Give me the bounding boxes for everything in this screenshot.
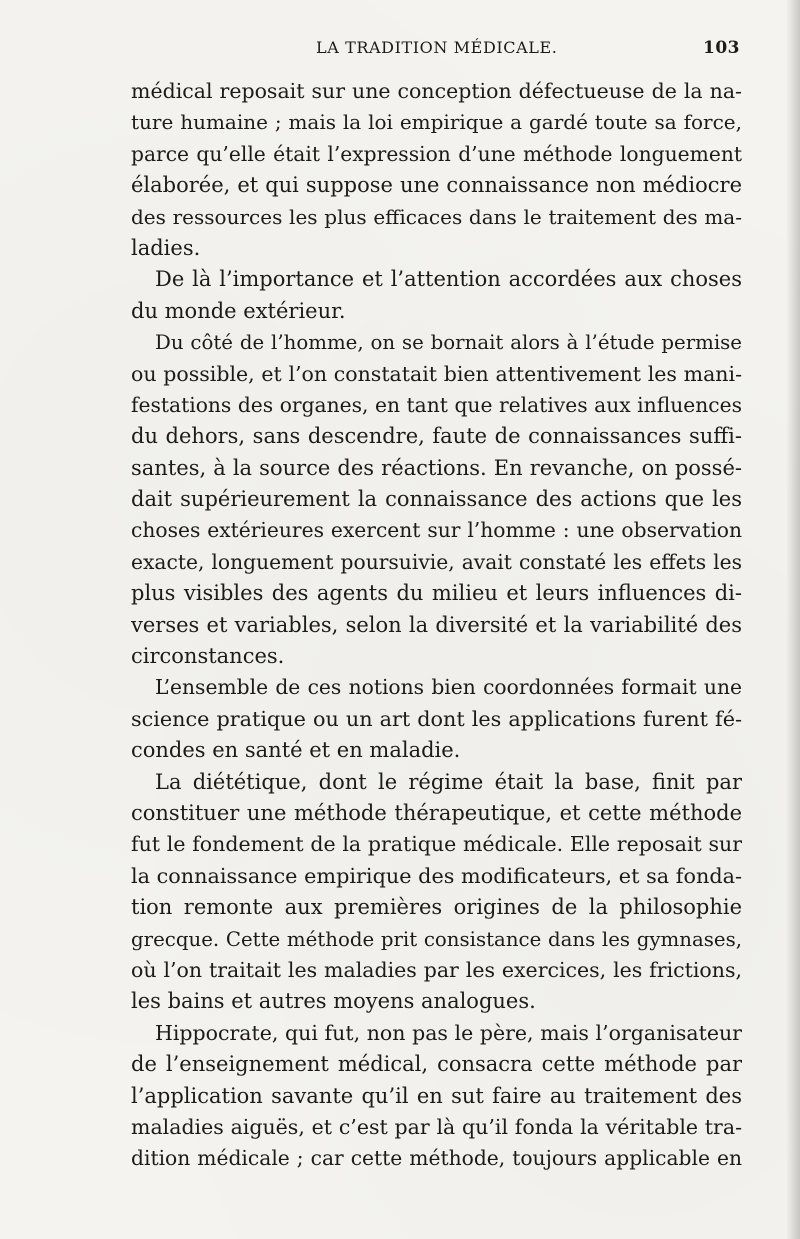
- text-line: ou possible, et l’on constatait bien attentivement les mani-: [131, 361, 742, 386]
- text-line: tion remonte aux premières origines de la philosophie: [131, 895, 742, 920]
- text-line: festations des organes, en tant que relatives aux influences: [131, 392, 742, 417]
- text-line: médical reposait sur une conception défectueuse de la na-: [131, 79, 742, 103]
- text-line: La diététique, dont le régime était la base, finit par: [155, 769, 742, 794]
- text-line: condes en santé et en maladie.: [131, 738, 461, 763]
- text-line: où l’on traitait les maladies par les exercices, les frictions,: [131, 957, 742, 982]
- text-line: science pratique ou un art dont les applications furent fé-: [131, 706, 742, 731]
- text-line: l’application savante qu’il en sut faire au traitement des: [131, 1083, 742, 1108]
- text-line: De là l’importance et l’attention accordées aux choses: [155, 267, 742, 292]
- text-line: verses et variables, selon la diversité et la variabilité des: [131, 612, 742, 637]
- page-number: 103: [703, 38, 740, 58]
- running-title: LA TRADITION MÉDICALE.: [316, 38, 558, 57]
- running-head: [130, 38, 740, 62]
- text-line: ladies.: [131, 235, 201, 260]
- text-line: la connaissance empirique des modificateurs, et sa fonda-: [131, 863, 742, 888]
- text-line: L’ensemble de ces notions bien coordonnées formait une: [155, 675, 742, 700]
- text-line: les bains et autres moyens analogues.: [131, 989, 536, 1014]
- text-line: Hippocrate, qui fut, non pas le père, mais l’organisateur: [155, 1020, 742, 1045]
- page-edge-shadow: [786, 0, 800, 1239]
- text-line: ture humaine ; mais la loi empirique a gardé toute sa force,: [131, 110, 742, 135]
- text-line: exacte, longuement poursuivie, avait constaté les effets les: [131, 549, 742, 574]
- text-line: santes, à la source des réactions. En revanche, on possé-: [131, 455, 742, 480]
- text-line: du dehors, sans descendre, faute de connaissances suffi-: [131, 424, 742, 449]
- text-line: grecque. Cette méthode prit consistance dans les gymnases,: [131, 927, 742, 951]
- text-line: maladies aiguës, et c’est par là qu’il fonda la véritable tra-: [131, 1114, 742, 1139]
- text-line: fut le fondement de la pratique médicale. Elle reposait sur: [131, 832, 742, 857]
- text-line: Du côté de l’homme, on se bornait alors à l’étude permise: [155, 331, 742, 355]
- text-line: parce qu’elle était l’expression d’une méthode longuement: [131, 141, 742, 166]
- text-line: dition médicale ; car cette méthode, toujours applicable en: [131, 1146, 742, 1171]
- text-line: choses extérieures exercent sur l’homme : une observation: [131, 518, 742, 543]
- text-line: dait supérieurement la connaissance des actions que les: [131, 487, 742, 512]
- body-text: [131, 76, 742, 1175]
- text-line: élaborée, et qui suppose une connaissance non médiocre: [131, 173, 742, 198]
- text-line: constituer une méthode thérapeutique, et cette méthode: [131, 800, 742, 825]
- text-line: des ressources les plus efficaces dans le traitement des ma-: [131, 204, 742, 229]
- text-line: circonstances.: [131, 644, 285, 669]
- text-line: plus visibles des agents du milieu et leurs influences di-: [131, 581, 742, 606]
- text-line: de l’enseignement médical, consacra cette méthode par: [131, 1052, 742, 1077]
- text-line: du monde extérieur.: [131, 298, 346, 323]
